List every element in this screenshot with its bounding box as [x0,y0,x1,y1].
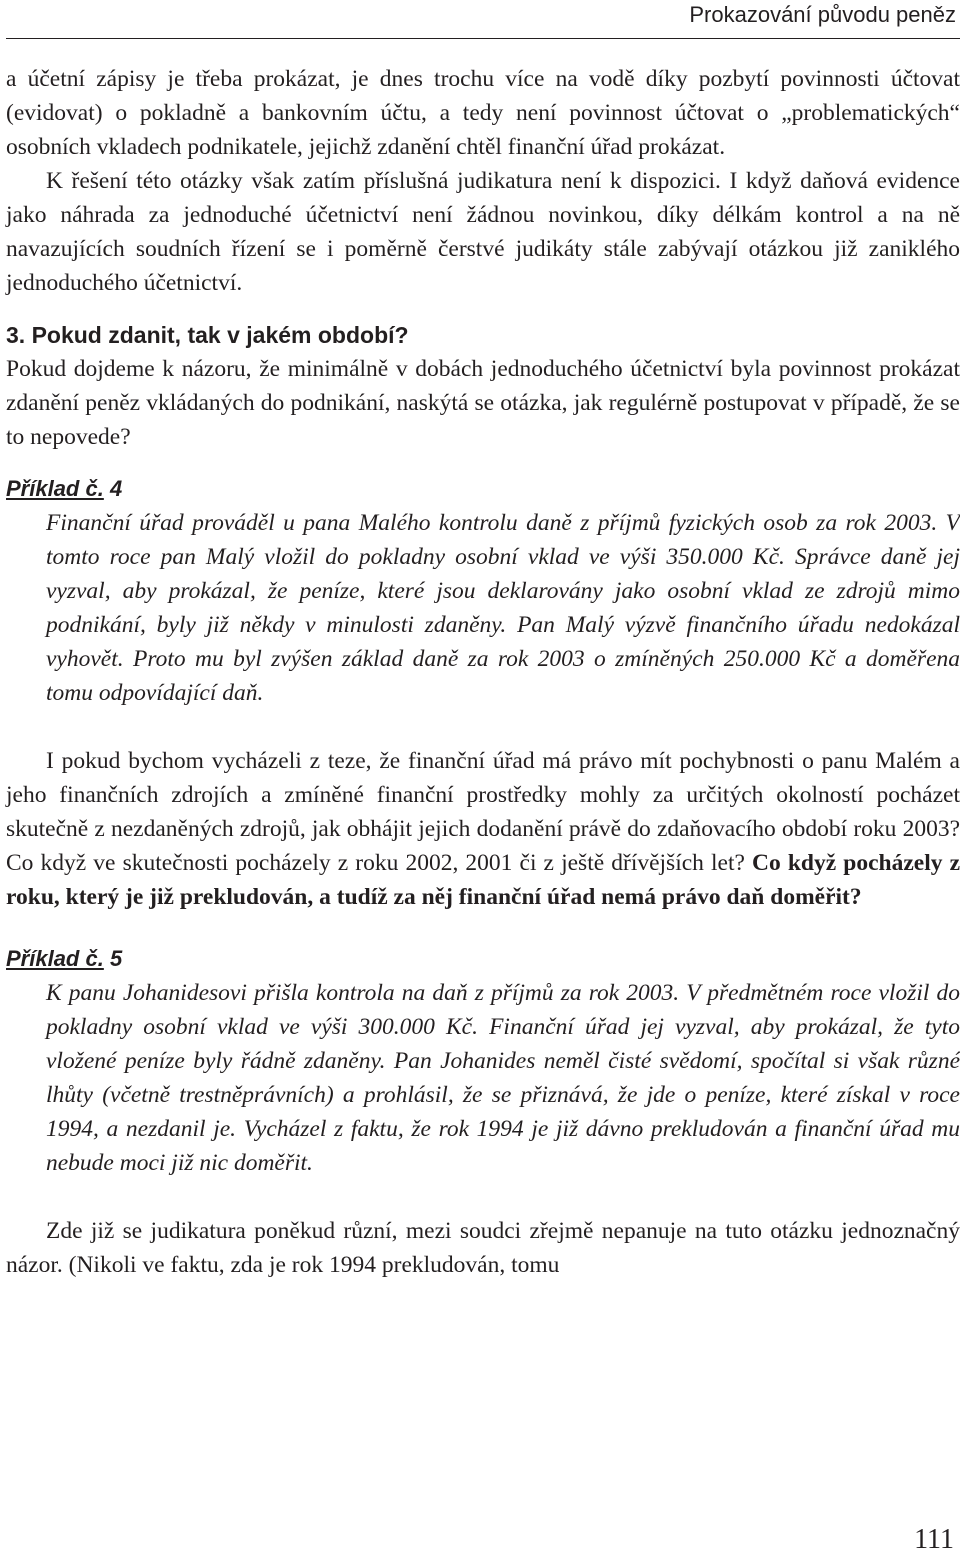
paragraph-1: a účetní zápisy je třeba prokázat, je dnes trochu více na vodě díky pozbytí povinnosti účtovat (evidovat) o pokladně a bankovním účtu, a tedy není povinnost účtovat o „problematických“ osobních vkladech podnikatele, jejichž zdanění chtěl finanční úřad prokázat. [6,66,960,160]
example-4-label-number: 4 [109,476,123,501]
paragraph-4-text: I pokud bychom vycházeli z teze, že finanční úřad má právo mít pochybnosti o panu Malém a jeho finančních zdrojích a zmíněné finanční prostředky mohly za určitých okolností pocházet skutečně z nezdaněných zdrojů, jak obhájit jejich dodanění právě do zdaňovacího období roku 2003? Co když ve skutečnosti pocházely z roku 2002, 2001 či z ještě dřívějších let? [6,748,960,876]
page-content [6,62,960,1282]
example-4-label [6,472,960,506]
paragraph-3: Pokud dojdeme k názoru, že minimálně v dobách jednoduchého účetnictví byla povinnost prokázat zdanění peněz vkládaných do podnikání, naskýtá se otázka, jak regulérně postupovat v případě, že se to nepovede? [6,356,960,450]
page-number: 111 [914,1524,954,1555]
example-5-label-number: 5 [109,946,123,971]
header-rule [6,38,960,39]
running-header-title: Prokazování původu peněz [689,2,956,27]
example-5-text: K panu Johanidesovi přišla kontrola na daň z příjmů za rok 2003. V předmětném roce vložil do pokladny osobní vklad ve výši 300.000 Kč. Finanční úřad jej vyzval, aby prokázal, že tyto vložené peníze byly řádně zdaněny. Pan Johanides neměl čisté svědomí, spočítal si však různé lhůty (včetně trestněprávních) a prohlásil, že se přiznává, že jde o peníze, které získal v roce 1994, a nezdanil je. Vycházel z faktu, že rok 1994 je již dávno prekludován a finanční úřad mu nebude moci již nic doměřit. [46,980,960,1176]
paragraph-4 [6,744,960,914]
example-4-text: Finanční úřad prováděl u pana Malého kontrolu daně z příjmů fyzických osob za rok 2003. V tomto roce pan Malý vložil do pokladny osobní vklad ve výši 350.000 Kč. Správce daně jej vyzval, aby prokázal, že peníze, které jsou deklarovány jako osobní vklad ze zdrojů mimo podnikání, byly již někdy v minulosti zdaněny. Pan Malý výzvě finančního úřadu nedokázal vyhovět. Proto mu byl zvýšen základ daně za rok 2003 o zmíněných 250.000 Kč a doměřena tomu odpovídající daň. [46,510,960,706]
example-4-label-word: Příklad č. [6,476,104,501]
paragraph-2: K řešení této otázky však zatím příslušná judikatura není k dispozici. I když daňová evidence jako náhrada za jednoduché účetnictví není žádnou novinkou, díky délkám kontrol a na ně navazujících soudních řízení se i poměrně čerstvé judikáty stále zabývají otázkou již zaniklého jednoduchého účetnictví. [6,168,960,296]
example-5-label-word: Příklad č. [6,946,104,971]
paragraph-5: Zde již se judikatura poněkud různí, mezi soudci zřejmě nepanuje na tuto otázku jednoznačný názor. (Nikoli ve faktu, zda je rok 1994 prekludován, tomu [6,1218,960,1278]
paragraph-4-bold-question: Co když pocházely z roku, který je již prekludován, a tudíž za něj finanční úřad nemá právo daň doměřit? [6,850,960,910]
example-5-label [6,942,960,976]
section-heading-3: 3. Pokud zdanit, tak v jakém období? [6,322,409,348]
